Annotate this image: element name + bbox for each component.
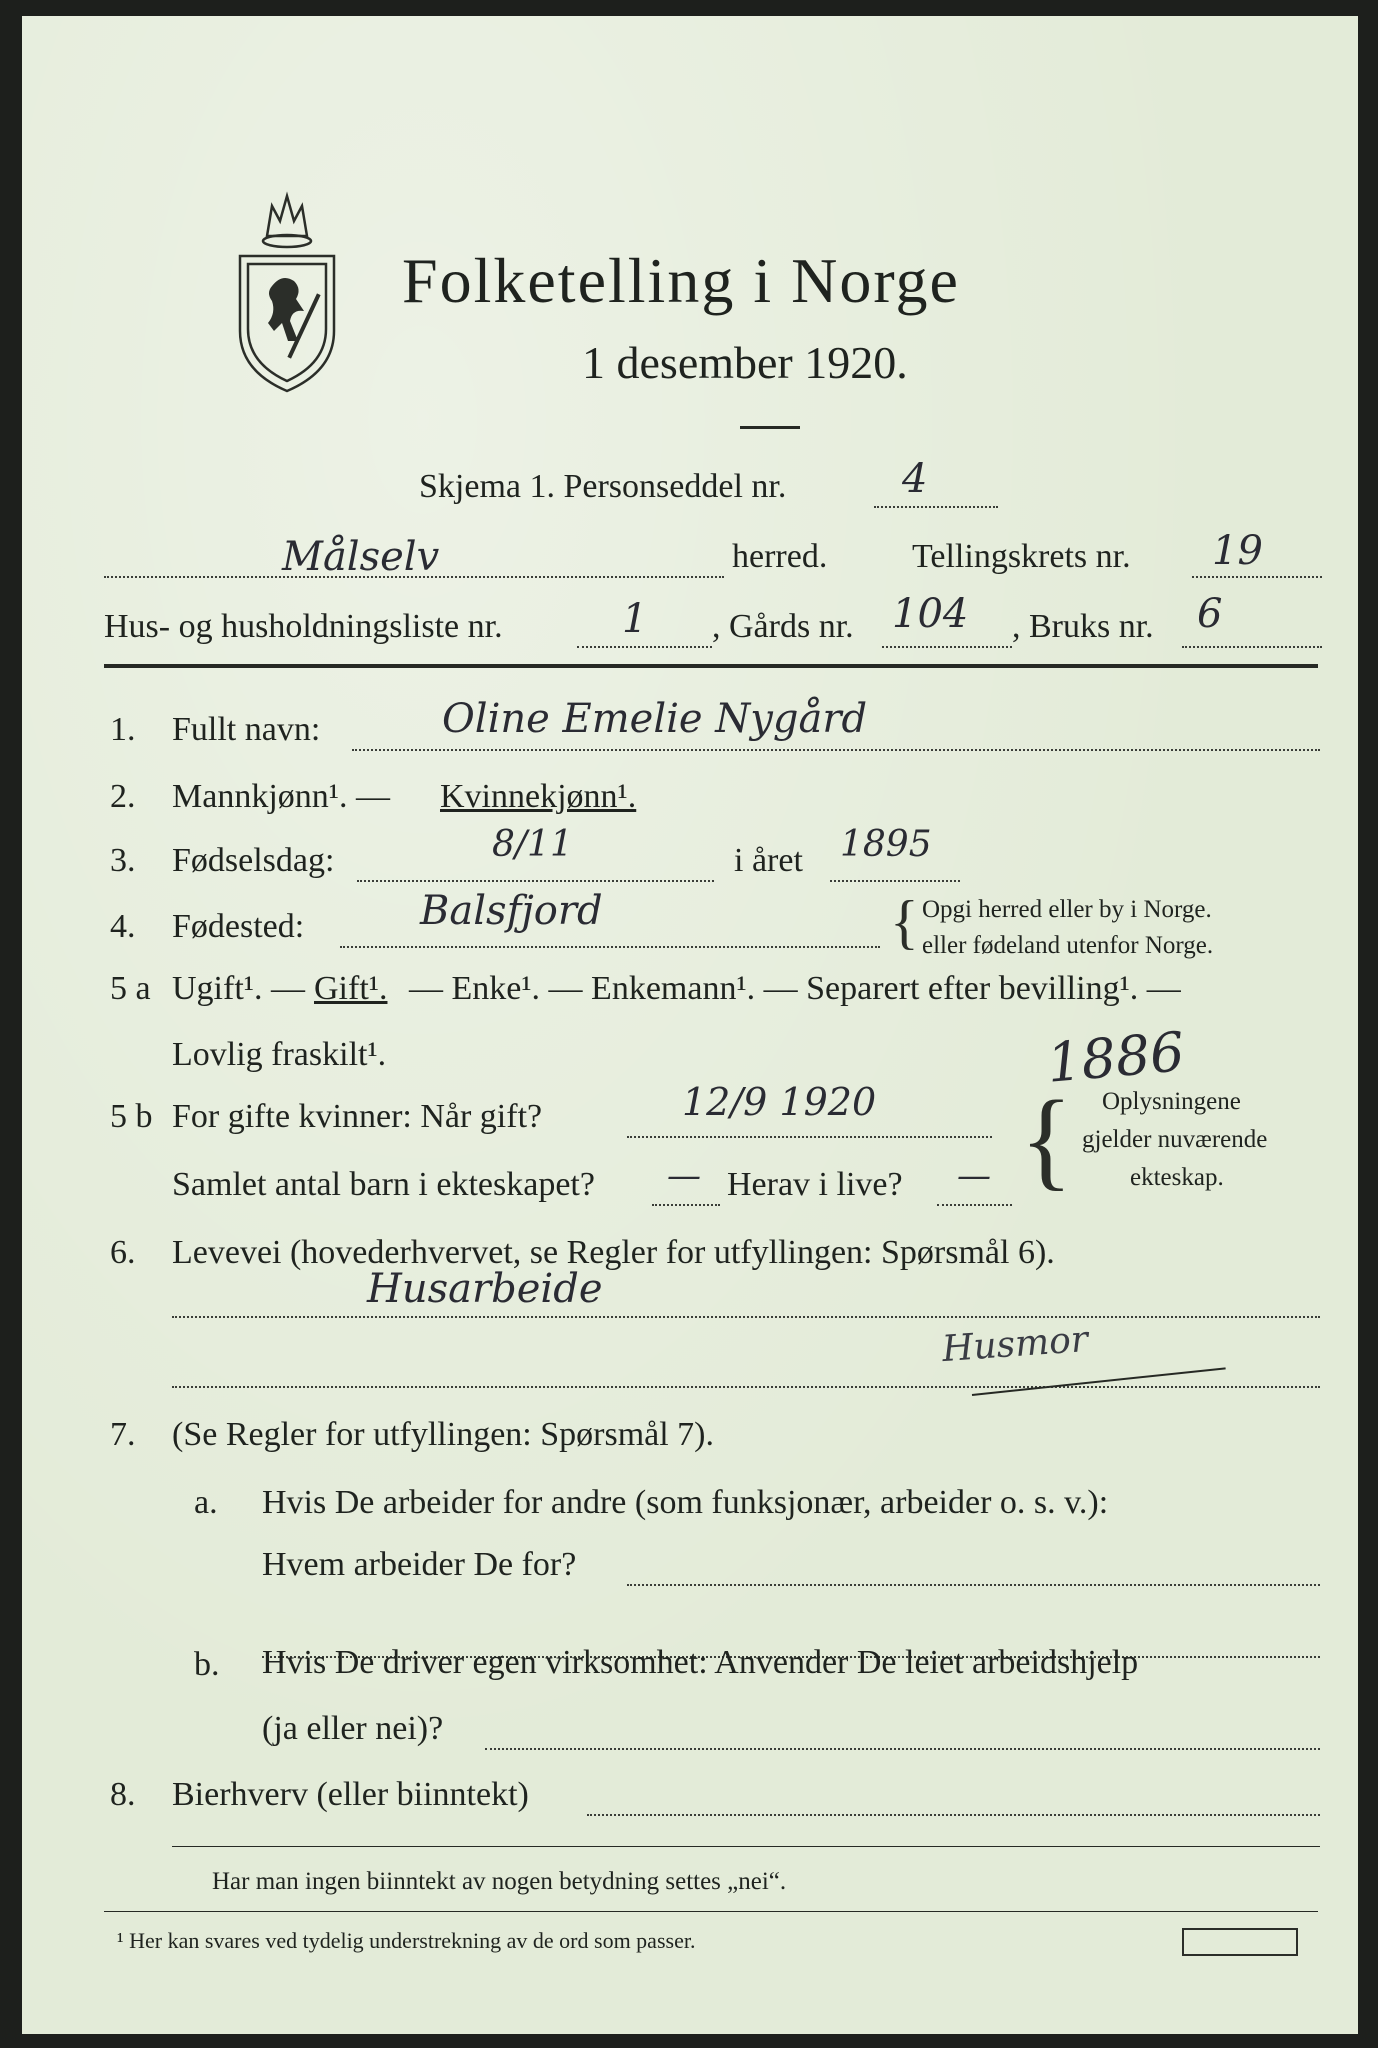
- schema-number-line: [874, 506, 998, 508]
- q3-year-line: [830, 880, 960, 882]
- q2-number: 2.: [110, 778, 136, 815]
- q1-value: Oline Emelie Nygård: [442, 696, 868, 742]
- schema-number: 4: [902, 456, 928, 502]
- q6-value: Husarbeide: [367, 1266, 603, 1312]
- q7-label: (Se Regler for utfyllingen: Spørsmål 7).: [172, 1416, 715, 1453]
- q5b-barn-label: Samlet antal barn i ekteskapet?: [172, 1166, 595, 1203]
- note-divider: [172, 1846, 1320, 1847]
- q2-mann: Mannkjønn¹. —: [172, 778, 390, 815]
- gards-label: , Gårds nr.: [712, 608, 854, 645]
- q7b-line: [485, 1748, 1320, 1750]
- q4-note-line1: Opgi herred eller by i Norge.: [922, 896, 1212, 923]
- q8-line: [587, 1814, 1320, 1816]
- q4-number: 4.: [110, 908, 136, 945]
- q7a-question: Hvem arbeider De for?: [262, 1546, 577, 1583]
- q3-label: Fødselsdag:: [172, 842, 335, 879]
- q5a-number: 5 a: [110, 970, 151, 1007]
- husliste-value: 1: [622, 596, 648, 642]
- q4-note-line2: eller fødeland utenfor Norge.: [922, 932, 1214, 959]
- q8-label: Bierhverv (eller biinntekt): [172, 1776, 529, 1813]
- herred-value: Målselv: [282, 534, 440, 580]
- q6-label: Levevei (hovederhvervet, se Regler for utfyllingen: Spørsmål 6).: [172, 1234, 1055, 1271]
- q4-label: Fødested:: [172, 908, 305, 945]
- q5b-barn-value: —: [667, 1156, 701, 1196]
- q6-annotation-stroke: [972, 1367, 1226, 1396]
- q3-value: 8/11: [492, 824, 573, 865]
- q1-label: Fullt navn:: [172, 711, 321, 748]
- q7a-text: Hvis De arbeider for andre (som funksjonær, arbeider o. s. v.):: [262, 1484, 1109, 1521]
- q6-line-2: [172, 1386, 1320, 1388]
- q3-line: [357, 880, 714, 882]
- tellingskrets-label: Tellingskrets nr.: [912, 538, 1131, 575]
- q2-kvinne: Kvinnekjønn¹.: [440, 778, 637, 815]
- q5b-note-brace: {: [1020, 1078, 1073, 1200]
- schema-label: Skjema 1. Personseddel nr.: [419, 468, 787, 505]
- herred-label: herred.: [732, 538, 828, 575]
- q5b-live-value: —: [957, 1156, 991, 1196]
- gards-value: 104: [892, 591, 969, 637]
- q5b-line: [627, 1136, 992, 1138]
- q7a-line-1: [627, 1584, 1320, 1586]
- q4-value: Balsfjord: [420, 888, 603, 934]
- husliste-label: Hus- og husholdningsliste nr.: [104, 608, 503, 645]
- q5a-gift: Gift¹.: [314, 970, 388, 1007]
- q5a-annotation: 1886: [1044, 1020, 1187, 1095]
- bruks-value: 6: [1197, 591, 1223, 637]
- q6-line-1: [172, 1316, 1320, 1318]
- q5a-ugift: Ugift¹. —: [172, 970, 305, 1007]
- footnote-divider: [104, 1911, 1318, 1912]
- bruks-line: [1182, 646, 1322, 648]
- census-date: 1 desember 1920.: [582, 337, 908, 388]
- q4-note-brace: {: [890, 889, 919, 955]
- q5b-label: For gifte kvinner: Når gift?: [172, 1098, 543, 1135]
- gards-line: [882, 646, 1012, 648]
- bruks-label: , Bruks nr.: [1012, 608, 1154, 645]
- header-rule: [104, 664, 1318, 668]
- q1-line: [352, 749, 1320, 751]
- q5b-note-line2: gjelder nuværende: [1082, 1126, 1268, 1153]
- q3-year-label: i året: [734, 842, 803, 879]
- q5a-fraskilt: Lovlig fraskilt¹.: [172, 1036, 387, 1073]
- q7b-letter: b.: [194, 1646, 220, 1683]
- coat-of-arms-icon: [232, 181, 342, 396]
- q8-number: 8.: [110, 1776, 136, 1813]
- q5b-live-label: Herav i live?: [727, 1166, 903, 1203]
- q6-number: 6.: [110, 1234, 136, 1271]
- q7a-letter: a.: [194, 1484, 218, 1521]
- tellingskrets-value: 19: [1212, 528, 1263, 574]
- q6-annotation: Husmor: [940, 1318, 1090, 1371]
- q5b-live-line: [937, 1204, 1012, 1206]
- title-divider: [740, 426, 800, 429]
- q1-number: 1.: [110, 711, 136, 748]
- q7b-question: (ja eller nei)?: [262, 1710, 444, 1747]
- q5a-options: — Enke¹. — Enkemann¹. — Separert efter bevilling¹. —: [409, 970, 1181, 1007]
- q3-number: 3.: [110, 842, 136, 879]
- husliste-line: [577, 646, 712, 648]
- q4-line: [340, 946, 880, 948]
- printer-stamp: [1182, 1928, 1298, 1956]
- q3-year-value: 1895: [840, 824, 932, 865]
- biinntekt-note: Har man ingen biinntekt av nogen betydning settes „nei“.: [212, 1868, 787, 1895]
- q7-number: 7.: [110, 1416, 136, 1453]
- q5b-note-line3: ekteskap.: [1130, 1164, 1224, 1191]
- q5b-number: 5 b: [110, 1098, 153, 1135]
- tellingskrets-line: [1192, 576, 1322, 578]
- q5b-note-line1: Oplysningene: [1102, 1088, 1241, 1115]
- census-form-page: [22, 16, 1358, 2034]
- q7b-text: Hvis De driver egen virksomhet: Anvender De leiet arbeidshjelp: [262, 1644, 1139, 1681]
- q5b-value: 12/9 1920: [682, 1080, 877, 1124]
- footnote: ¹ Her kan svares ved tydelig understrekning av de ord som passer.: [117, 1928, 696, 1953]
- form-title: Folketelling i Norge: [402, 245, 960, 316]
- q5b-barn-line: [652, 1204, 720, 1206]
